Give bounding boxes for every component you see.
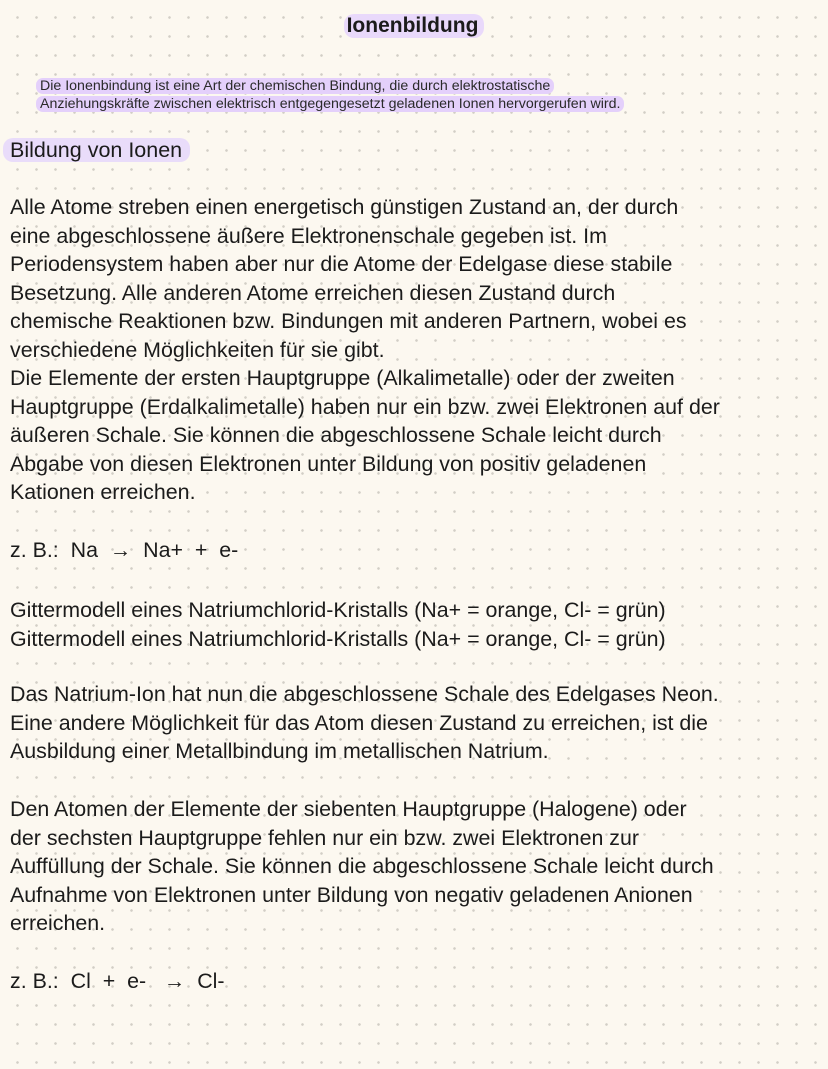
example-sodium-ionization: z. B.: Na → Na+ + e- — [10, 538, 239, 562]
paragraph-atoms-stable-state: Alle Atome streben einen energetisch günstigen Zustand an, der durch eine abgeschlossene äußere Elektronenschale gegeben ist. Im Periodensystem haben aber nur die Atome der Edelgase diese stabile Besetzung. Alle anderen Atome erreichen diesen Zustand durch chemische Reaktionen bzw. Bindungen mit anderen Partnern, wobei es verschiedene Möglichkeiten für sie gibt. Die Elemente der ersten Hauptgruppe (Alkalimetalle) oder der zweiten Hauptgruppe (Erdalkalimetalle) haben nur ein bzw. zwei Elektronen auf der äußeren Schale. Sie können die abgeschlossene Schale leicht durch Abgabe von diesen Elektronen unter Bildung von positiv geladenen Kationen erreichen. — [10, 195, 720, 504]
paragraph-halogens: Den Atomen der Elemente der siebenten Hauptgruppe (Halogene) oder der sechsten Hauptgruppe fehlen nur ein bzw. zwei Elektronen zur Auffüllung der Schale. Sie können die abgeschlossene Schale leicht durch Aufnahme von Elektronen unter Bildung von negativ geladenen Anionen erreichen. — [10, 797, 714, 935]
figure-caption-nacl-lattice: Gittermodell eines Natriumchlorid-Kristalls (Na+ = orange, Cl- = grün) Gittermodell eines Natriumchlorid-Kristalls (Na+ = orange, Cl- = grün) — [10, 598, 666, 651]
definition-highlight — [36, 77, 726, 113]
section-heading — [3, 136, 190, 164]
title-text: Ionenbildung — [344, 14, 485, 38]
section-heading-text: Bildung von Ionen — [3, 138, 190, 162]
paragraph-sodium-ion: Das Natrium-Ion hat nun die abgeschlossene Schale des Edelgases Neon. Eine andere Möglichkeit für das Atom diesen Zustand zu erreichen, ist die Ausbildung einer Metallbindung im metallischen Natrium. — [10, 682, 719, 763]
example-chlorine-ionization: z. B.: Cl + e- → Cl- — [10, 969, 225, 993]
definition-text: Die Ionenbindung ist eine Art der chemischen Bindung, die durch elektrostatische Anziehungskräfte zwischen elektrisch entgegengesetzt geladenen Ionen hervorgerufen wird. — [36, 78, 624, 112]
page-title — [0, 12, 828, 40]
